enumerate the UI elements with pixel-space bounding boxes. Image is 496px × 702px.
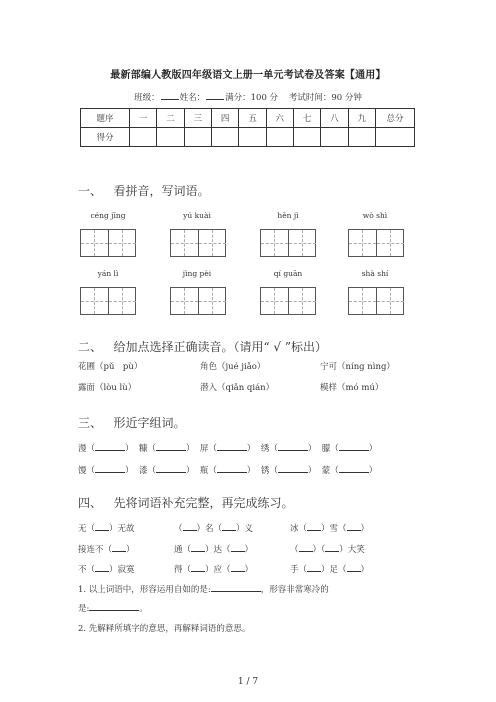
page-number: 1 / 7 [237,677,259,687]
section-4-heading [78,494,293,511]
character: 瓶 [199,466,209,476]
pronunciation-item[interactable]: 露面（lòu lù） [78,383,137,393]
text: ）大笑 [339,545,365,555]
writing-grid[interactable] [348,287,404,315]
section-3-heading [78,414,185,431]
character: 糠 [138,444,148,454]
question-2: 2. 先解释所填字的意思，再解释词语的意思。 [78,624,251,634]
pinyin-label: hěn jì [277,211,299,220]
text: 不（ [78,565,96,575]
score-cell[interactable] [293,128,320,147]
question-1-continued [78,602,148,614]
character: 屏 [199,444,209,454]
header-cell: 五 [239,109,266,128]
idiom-item [174,543,253,555]
idiom-item [78,522,135,534]
section-number: 二、 [78,340,103,354]
idiom-item [78,563,135,575]
answer-blank[interactable] [307,563,321,572]
header-cell: 题序 [81,109,130,128]
writing-grid[interactable] [348,229,404,257]
header-cell: 四 [211,109,238,128]
pinyin-label: jìng pèi [182,269,212,278]
answer-blank[interactable] [231,543,245,552]
answer-blank[interactable] [95,442,125,451]
text: ） [360,524,370,534]
name-label: 姓名： [179,93,206,103]
text: ）足（ [321,565,347,575]
text: ）名（ [196,524,223,534]
character: 馒 [78,466,87,476]
pronunciation-item[interactable]: 角色（jué jiǎo） [200,362,266,372]
page-title: 最新部编人教版四年级语文上册一单元考试卷及答案【通用】 [110,70,386,81]
answer-blank[interactable] [156,464,186,473]
answer-blank[interactable] [211,583,261,592]
pronunciation-item[interactable]: 花圃（pǔ pù） [78,362,143,372]
text: （ [290,545,299,555]
exam-time: 考试时间：90 分钟 [288,93,362,103]
text: 手（ [290,565,308,575]
pinyin-label: yú kuài [183,211,211,220]
text: ）应（ [205,565,231,575]
idiom-item [290,563,369,575]
writing-grid[interactable] [170,287,226,315]
answer-blank[interactable] [307,522,321,531]
row-label: 得分 [81,128,130,147]
answer-blank[interactable] [347,522,361,531]
question-1 [78,583,329,595]
answer-blank[interactable] [95,464,125,473]
header-cell: 三 [184,109,211,128]
header-cell: 总分 [376,109,415,128]
text: 得（ [174,565,192,575]
score-cell[interactable] [130,128,157,147]
text: ）寂寞 [109,565,135,575]
idiom-item [78,543,135,555]
text: ） [126,545,135,555]
score-cell[interactable] [211,128,238,147]
score-cell[interactable] [348,128,375,147]
answer-blank[interactable] [325,543,339,552]
section-title: 先将词语补充完整，再完成练习。 [113,496,294,510]
text: （ [174,524,183,534]
answer-blank[interactable] [299,543,313,552]
writing-grid[interactable] [260,287,316,315]
full-score: 满分：100 分 [225,93,279,103]
text: 接连不（ [78,545,113,555]
idiom-item [174,522,253,534]
class-label: 班级： [134,93,160,103]
character: 朦 [321,444,331,454]
idiom-item [290,522,369,534]
pinyin-label: shà shí [361,269,389,278]
pronunciation-item[interactable]: 宁可（níng nìng） [320,362,395,372]
answer-blank[interactable] [89,602,139,611]
pinyin-label: yán lì [97,269,119,278]
text: 无（ [78,524,96,534]
score-table-row [81,128,415,147]
writing-grid[interactable] [260,229,316,257]
word-group-row: 馒（ ） 漆（ ） 瓶（ ） 锈（ ） 蒙（ ） [78,466,378,476]
answer-blank[interactable] [217,464,247,473]
section-title: 给加点选择正确读音。（请用“ √ ”标出） [113,340,328,354]
text: ）义 [236,524,254,534]
header-cell: 九 [348,109,375,128]
text: ）（ [312,545,326,555]
header-cell: 八 [321,109,348,128]
question-text: 是: [78,604,90,614]
class-blank [161,91,179,100]
answer-blank[interactable] [339,464,369,473]
writing-grid[interactable] [80,287,136,315]
header-cell: 二 [157,109,184,128]
answer-blank[interactable] [217,442,247,451]
writing-grid[interactable] [80,229,136,257]
answer-blank[interactable] [231,563,245,572]
idiom-item [174,563,253,575]
character: 绣 [260,444,270,454]
answer-blank[interactable] [339,442,369,451]
section-number: 三、 [78,416,103,430]
header-cell: 一 [130,109,157,128]
text: ）无故 [109,524,135,534]
section-number: 一、 [78,184,103,198]
exam-info [0,91,496,103]
score-cell[interactable] [184,128,211,147]
word-group-row: 漫（ ） 糠（ ） 屏（ ） 绣（ ） 朦（ ） [78,444,378,454]
question-text: ，形容非常寒冷的 [260,585,329,595]
text: ） [360,565,370,575]
section-title: 形近字组词。 [113,416,186,430]
pronunciation-item[interactable]: 潜入（qiǎn qián） [200,383,275,393]
score-cell[interactable] [157,128,184,147]
answer-blank[interactable] [95,563,109,572]
pinyin-label: qí guān [273,269,303,278]
answer-blank[interactable] [191,543,205,552]
name-blank [206,91,224,100]
answer-blank[interactable] [156,442,186,451]
score-table-header [81,109,415,128]
answer-blank[interactable] [191,563,205,572]
text: ） [244,565,254,575]
header-cell: 七 [293,109,320,128]
text: ）雪（ [321,524,347,534]
pinyin-label: wò shì [362,211,388,220]
score-cell[interactable] [376,128,415,147]
pronunciation-item[interactable]: 模样（mó mú） [320,383,384,393]
header-cell: 六 [266,109,293,128]
score-table [80,108,415,147]
answer-blank[interactable] [347,563,361,572]
answer-blank[interactable] [112,543,126,552]
character: 漫 [78,444,87,454]
section-title: 看拼音，写词语。 [113,184,210,198]
text: 冰（ [290,524,308,534]
text: ）达（ [205,545,231,555]
section-1-heading [78,182,209,199]
writing-grid[interactable] [170,229,226,257]
answer-blank[interactable] [183,522,197,531]
question-text: 。 [139,604,148,614]
score-cell[interactable] [266,128,293,147]
idiom-item [290,543,365,555]
section-2-heading [78,338,327,355]
text: 通（ [174,545,192,555]
text: ） [244,545,254,555]
answer-blank[interactable] [222,522,236,531]
character: 锈 [260,466,270,476]
character: 蒙 [321,466,331,476]
score-cell[interactable] [239,128,266,147]
answer-blank[interactable] [278,442,308,451]
character: 漆 [138,466,148,476]
score-cell[interactable] [321,128,348,147]
section-number: 四、 [78,496,103,510]
answer-blank[interactable] [278,464,308,473]
question-text: 1. 以上词语中，形容运用自如的是: [78,585,211,595]
answer-blank[interactable] [95,522,109,531]
pinyin-label: céng jīng [90,211,126,220]
